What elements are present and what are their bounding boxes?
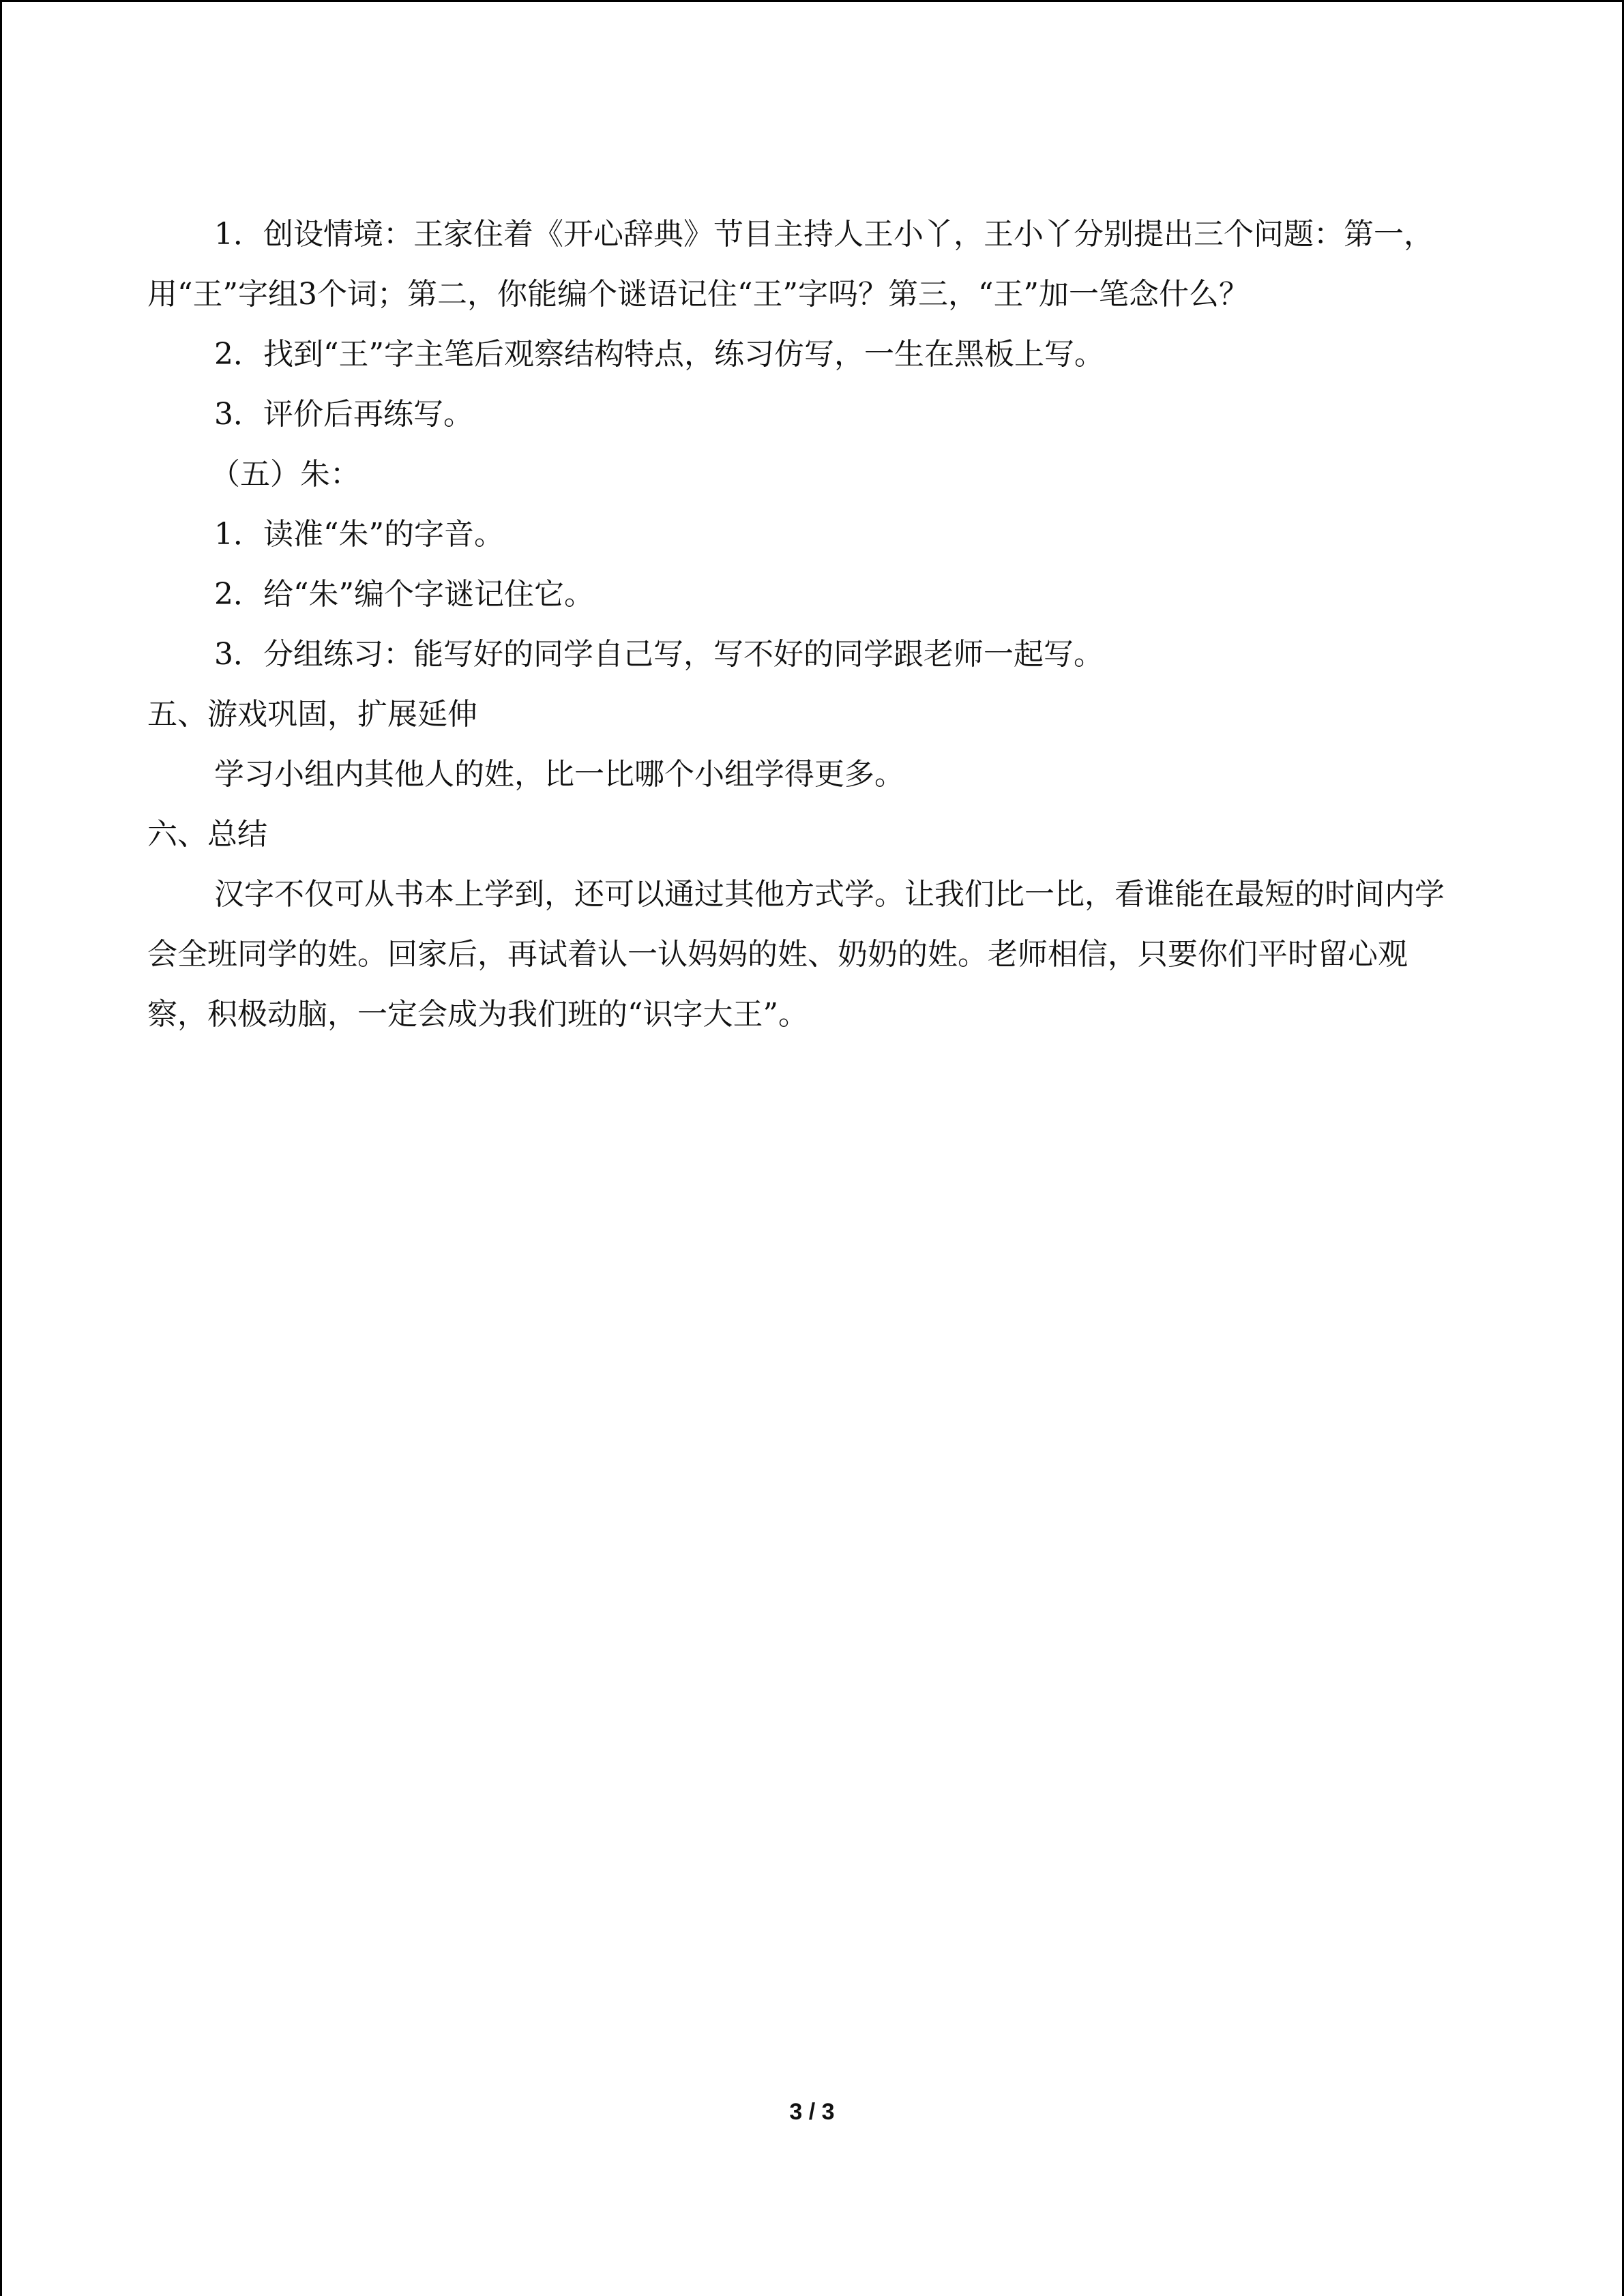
page-left-border	[0, 0, 2, 2296]
paragraph-wang-evaluate: 3．评价后再练写。	[214, 397, 473, 432]
paragraph-zhu-riddle: 2．给“朱”编个字谜记住它。	[214, 577, 594, 612]
section-heading-summary: 六、总结	[147, 817, 267, 852]
paragraph-summary: 汉字不仅可从书本上学到，还可以通过其他方式学。让我们比一比，看谁能在最短的时间内学会全班同学的姓。回家后，再试着认一认妈妈的姓、奶奶的姓。老师相信，只要你们平时留心观察，积极动脑，一定会成为我们班的“识字大王”。	[147, 877, 1445, 1032]
subheading-zhu: （五）朱：	[210, 457, 360, 492]
paragraph-zhu-practice: 3．分组练习：能写好的同学自己写，写不好的同学跟老师一起写。	[214, 637, 1104, 672]
document-body	[147, 205, 1464, 1045]
section-heading-games: 五、游戏巩固，扩展延伸	[147, 697, 477, 732]
page-number: 3 / 3	[789, 2099, 835, 2125]
page-top-border	[0, 0, 1624, 2]
paragraph-zhu-pronounce: 1．读准“朱”的字音。	[214, 517, 504, 552]
paragraph-wang-structure: 2．找到“王”字主笔后观察结构特点，练习仿写，一生在黑板上写。	[214, 337, 1104, 372]
paragraph-games: 学习小组内其他人的姓，比一比哪个小组学得更多。	[214, 757, 904, 792]
paragraph-wang-situation: 1．创设情境：王家住着《开心辞典》节目主持人王小丫，王小丫分别提出三个问题：第一，用“王”字组3个词；第二，你能编个谜语记住“王”字吗？第三，“王”加一笔念什么？	[147, 217, 1434, 312]
